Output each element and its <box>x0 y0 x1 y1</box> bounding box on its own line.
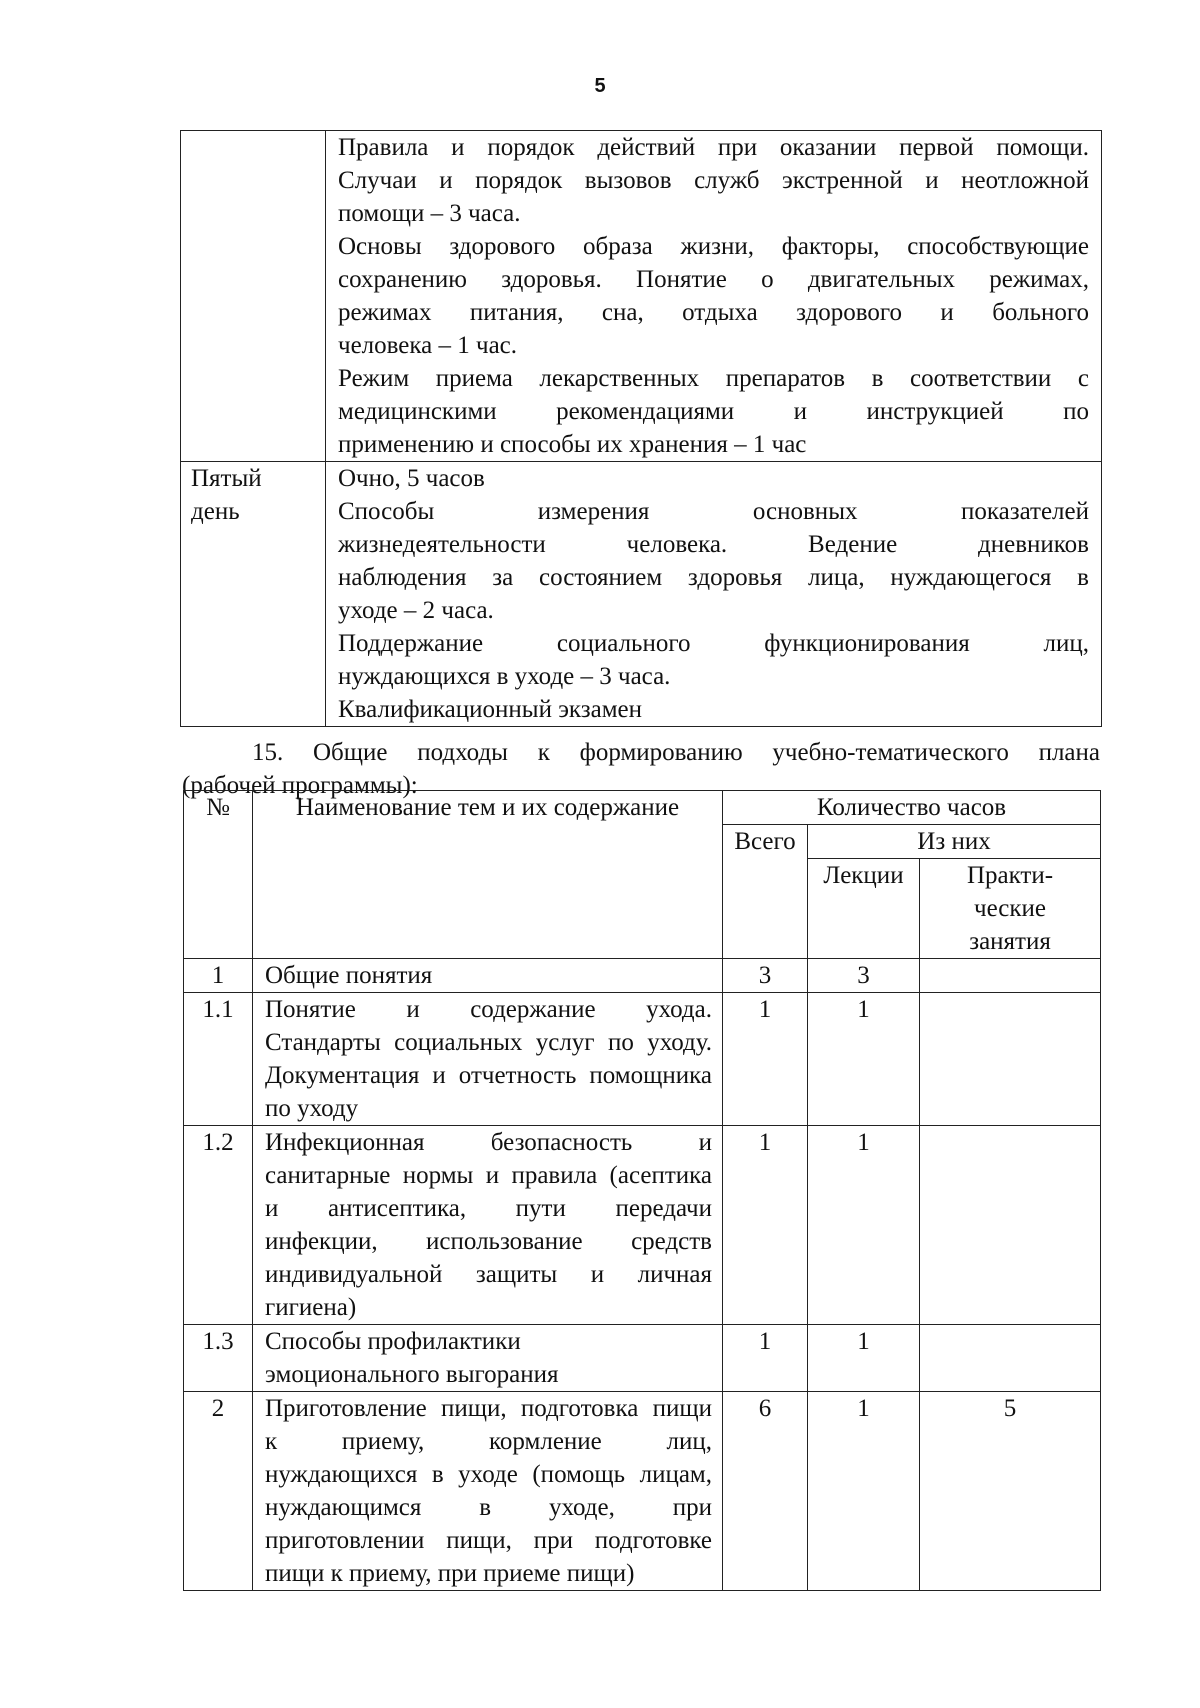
topic-line: эмоционального выгорания <box>265 1361 559 1388</box>
content-line: Случаи и порядок вызовов служб экстренной и неотложной <box>338 167 1089 194</box>
row-practice <box>920 959 1101 993</box>
header-practice-line: Практи- <box>966 862 1054 889</box>
table-row <box>184 1392 1101 1591</box>
row-number: 1.1 <box>184 993 253 1126</box>
header-row <box>184 791 1101 825</box>
row-practice <box>920 1126 1101 1325</box>
content-line: наблюдения за состоянием здоровья лица, нуждающегося в <box>338 564 1089 591</box>
schedule-content-cell <box>326 462 1102 727</box>
topic-line: и антисептика, пути передачи <box>265 1195 712 1222</box>
schedule-day-cell <box>181 131 326 462</box>
schedule-row <box>181 131 1102 462</box>
day-label: день <box>191 498 240 525</box>
content-line: Очно, 5 часов <box>338 465 485 492</box>
content-line: Основы здорового образа жизни, факторы, способствующие <box>338 233 1089 260</box>
header-num: № <box>184 791 253 959</box>
topic-line: к приему, кормление лиц, <box>265 1428 712 1455</box>
topic-line: пищи к приему, при приеме пищи) <box>265 1560 635 1587</box>
header-hours: Количество часов <box>723 791 1101 825</box>
curriculum-table <box>183 790 1101 1591</box>
table-row <box>184 959 1101 993</box>
table-row <box>184 1126 1101 1325</box>
content-line: Способы измерения основных показателей <box>338 498 1089 525</box>
topic-line: Стандарты социальных услуг по уходу. <box>265 1029 712 1056</box>
content-line: Поддержание социального функционирования лиц, <box>338 630 1089 657</box>
topic-line: Документация и отчетность помощника <box>265 1062 712 1089</box>
content-line: Режим приема лекарственных препаратов в соответствии с <box>338 365 1089 392</box>
content-line: медицинскими рекомендациями и инструкцией по <box>338 398 1089 425</box>
row-lectures: 1 <box>808 1325 920 1392</box>
table-row <box>184 993 1101 1126</box>
schedule-table <box>180 130 1102 727</box>
topic-line: нуждающихся в уходе (помощь лицам, <box>265 1461 712 1488</box>
header-of-them: Из них <box>808 825 1101 859</box>
header-topic-name: Наименование тем и их содержание <box>253 791 723 959</box>
row-total: 1 <box>723 1126 808 1325</box>
topic-line: Способы профилактики <box>265 1328 521 1355</box>
row-topic <box>253 993 723 1126</box>
content-line: сохранению здоровья. Понятие о двигательных режимах, <box>338 266 1089 293</box>
content-line: режимах питания, сна, отдыха здорового и больного <box>338 299 1089 326</box>
topic-line: санитарные нормы и правила (асептика <box>265 1162 712 1189</box>
topic-line: приготовлении пищи, при подготовке <box>265 1527 712 1554</box>
topic-line: по уходу <box>265 1095 359 1122</box>
table-row <box>184 1325 1101 1392</box>
header-lectures: Лекции <box>808 859 920 959</box>
row-lectures: 1 <box>808 1392 920 1591</box>
content-line: уходе – 2 часа. <box>338 597 494 624</box>
row-lectures: 1 <box>808 1126 920 1325</box>
row-practice <box>920 1325 1101 1392</box>
day-label: Пятый <box>191 465 262 492</box>
row-topic <box>253 1392 723 1591</box>
section-15-heading-cont: (рабочей программы): <box>182 772 418 799</box>
row-topic <box>253 1325 723 1392</box>
row-number: 2 <box>184 1392 253 1591</box>
content-line: Квалификационный экзамен <box>338 696 643 723</box>
content-line: применению и способы их хранения – 1 час <box>338 431 807 458</box>
row-total: 1 <box>723 1325 808 1392</box>
content-line: нуждающихся в уходе – 3 часа. <box>338 663 671 690</box>
topic-line: Общие понятия <box>265 962 433 989</box>
row-practice: 5 <box>920 1392 1101 1591</box>
header-practice-line: ческие <box>974 895 1047 922</box>
topic-line: гигиена) <box>265 1294 357 1321</box>
topic-line: Инфекционная безопасность и <box>265 1129 712 1156</box>
content-line: помощи – 3 часа. <box>338 200 521 227</box>
row-topic <box>253 959 723 993</box>
topic-line: инфекции, использование средств <box>265 1228 712 1255</box>
schedule-day-cell <box>181 462 326 727</box>
row-number: 1.3 <box>184 1325 253 1392</box>
row-total: 3 <box>723 959 808 993</box>
schedule-content-cell <box>326 131 1102 462</box>
content-line: Правила и порядок действий при оказании первой помощи. <box>338 134 1089 161</box>
page-number: 5 <box>594 75 606 97</box>
row-lectures: 3 <box>808 959 920 993</box>
schedule-row <box>181 462 1102 727</box>
header-practice <box>920 859 1101 959</box>
topic-line: индивидуальной защиты и личная <box>265 1261 712 1288</box>
row-practice <box>920 993 1101 1126</box>
header-total: Всего <box>723 825 808 959</box>
topic-line: Понятие и содержание ухода. <box>265 996 712 1023</box>
section-15-heading: 15. Общие подходы к формированию учебно-тематического плана <box>252 739 1100 766</box>
content-line: человека – 1 час. <box>338 332 518 359</box>
topic-line: Приготовление пищи, подготовка пищи <box>265 1395 712 1422</box>
row-total: 6 <box>723 1392 808 1591</box>
content-line: жизнедеятельности человека. Ведение дневников <box>338 531 1089 558</box>
row-total: 1 <box>723 993 808 1126</box>
row-number: 1 <box>184 959 253 993</box>
row-lectures: 1 <box>808 993 920 1126</box>
topic-line: нуждающимся в уходе, при <box>265 1494 712 1521</box>
row-topic <box>253 1126 723 1325</box>
row-number: 1.2 <box>184 1126 253 1325</box>
header-practice-line: занятия <box>969 928 1051 955</box>
